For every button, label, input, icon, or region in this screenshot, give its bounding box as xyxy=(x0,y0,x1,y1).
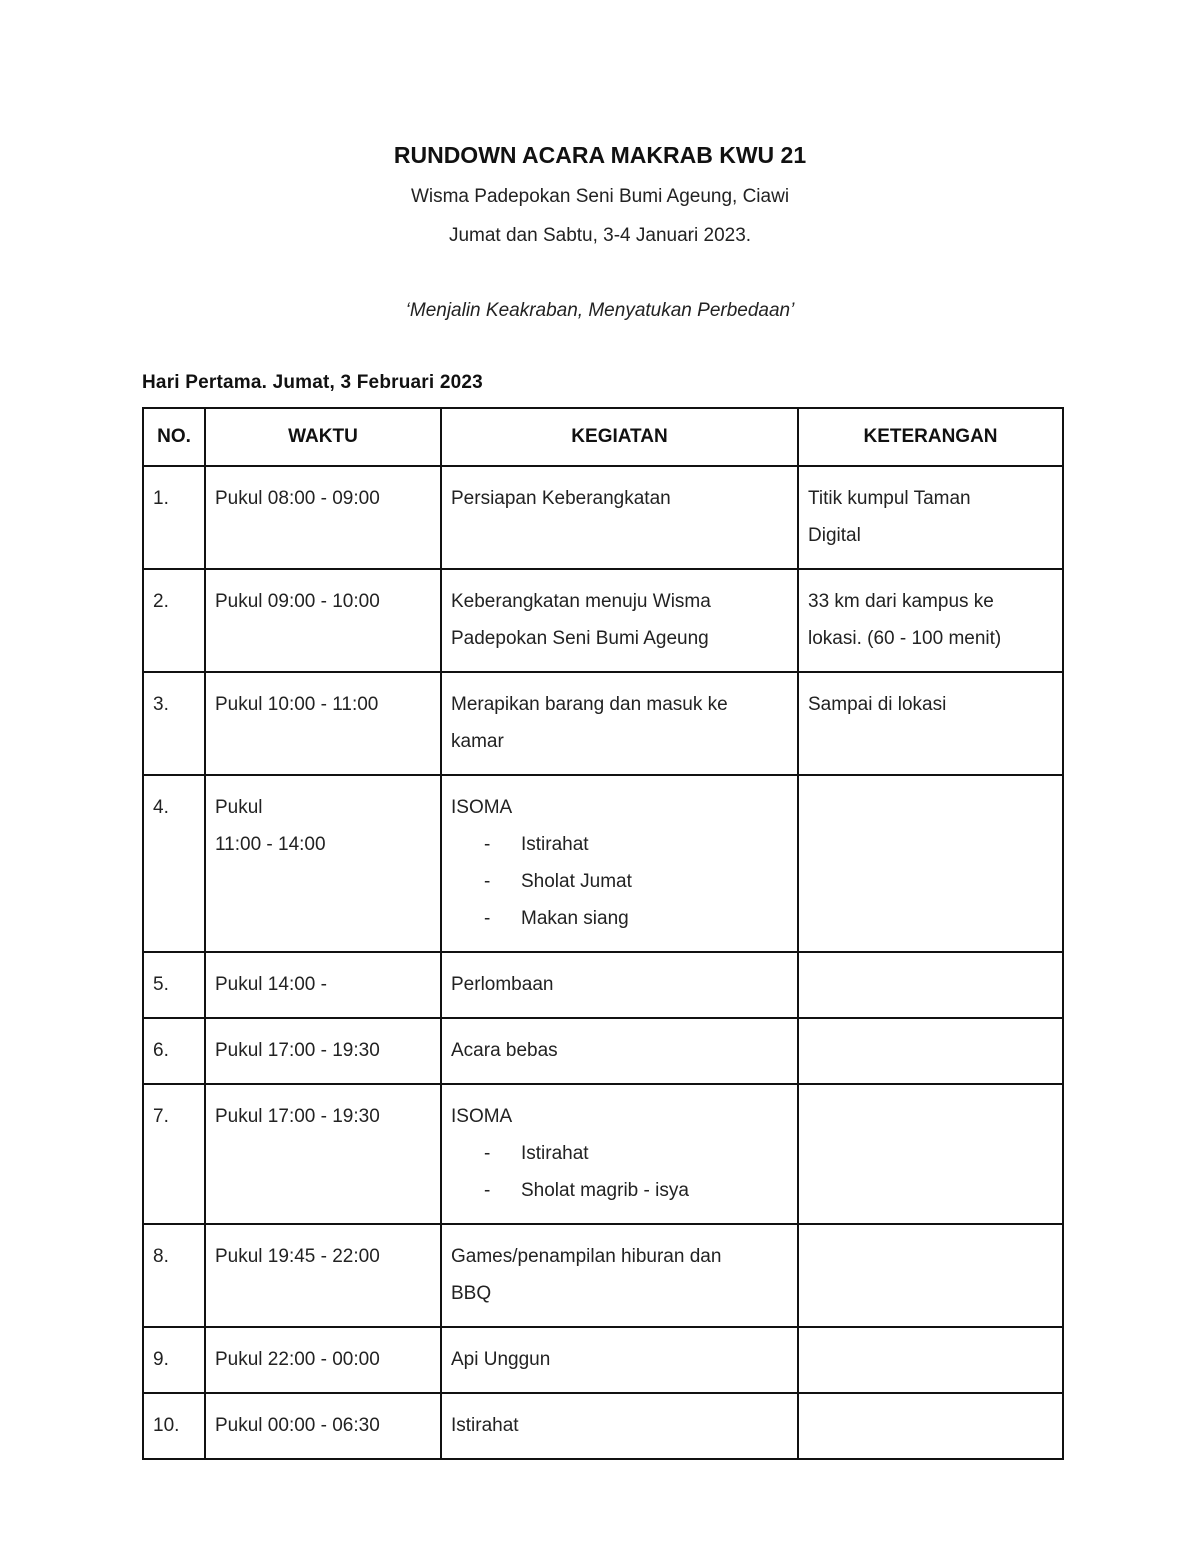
cell-kegiatan xyxy=(441,1224,798,1327)
cell-kegiatan-line: Padepokan Seni Bumi Ageung xyxy=(451,628,709,649)
header-keterangan: KETERANGAN xyxy=(798,408,1063,466)
cell-kegiatan-line: Istirahat xyxy=(451,1415,519,1436)
dash-bullet-icon: - xyxy=(484,1143,491,1164)
cell-kegiatan xyxy=(441,466,798,569)
activity-bullet-item xyxy=(451,1135,788,1172)
cell-kegiatan-line: ISOMA xyxy=(451,797,513,818)
activity-bullet-text: Istirahat xyxy=(521,1143,589,1164)
table-row xyxy=(143,952,1063,1018)
cell-no: 3. xyxy=(143,672,205,775)
cell-waktu xyxy=(205,1393,441,1459)
cell-kegiatan-line: BBQ xyxy=(451,1283,492,1304)
cell-kegiatan xyxy=(441,952,798,1018)
cell-kegiatan-line: Acara bebas xyxy=(451,1040,558,1061)
cell-no: 5. xyxy=(143,952,205,1018)
cell-waktu-line: Pukul 09:00 - 10:00 xyxy=(215,591,380,612)
header-no: NO. xyxy=(143,408,205,466)
header-waktu: WAKTU xyxy=(205,408,441,466)
event-date: Jumat dan Sabtu, 3-4 Januari 2023. xyxy=(448,225,752,246)
cell-keterangan xyxy=(798,569,1063,672)
cell-kegiatan-line: Merapikan barang dan masuk ke xyxy=(451,694,728,715)
cell-waktu xyxy=(205,1327,441,1393)
cell-no: 8. xyxy=(143,1224,205,1327)
activity-bullet-text: Sholat Jumat xyxy=(521,871,632,892)
table-row xyxy=(143,775,1063,952)
cell-waktu-line: Pukul 00:00 - 06:30 xyxy=(215,1415,380,1436)
table-row xyxy=(143,569,1063,672)
cell-waktu-line: Pukul 19:45 - 22:00 xyxy=(215,1246,380,1267)
event-motto: ‘Menjalin Keakraban, Menyatukan Perbedaan’ xyxy=(405,300,795,321)
cell-keterangan-line: lokasi. (60 - 100 menit) xyxy=(808,628,1002,649)
cell-kegiatan-line: Api Unggun xyxy=(451,1349,551,1370)
table-row xyxy=(143,1018,1063,1084)
cell-kegiatan-line: kamar xyxy=(451,731,504,752)
cell-keterangan xyxy=(798,1327,1063,1393)
table-row xyxy=(143,1327,1063,1393)
activity-bullet-item xyxy=(451,826,788,863)
cell-waktu-line: Pukul 17:00 - 19:30 xyxy=(215,1040,380,1061)
cell-waktu-line: Pukul 22:00 - 00:00 xyxy=(215,1349,380,1370)
cell-kegiatan-line: Persiapan Keberangkatan xyxy=(451,488,671,509)
cell-kegiatan-line: Perlombaan xyxy=(451,974,554,995)
cell-keterangan xyxy=(798,1393,1063,1459)
cell-kegiatan xyxy=(441,1084,798,1224)
cell-kegiatan xyxy=(441,672,798,775)
cell-keterangan-line: Sampai di lokasi xyxy=(808,694,947,715)
cell-waktu-line: Pukul 10:00 - 11:00 xyxy=(215,694,379,715)
cell-waktu-line: Pukul 17:00 - 19:30 xyxy=(215,1106,380,1127)
cell-waktu xyxy=(205,775,441,952)
activity-bullet-text: Sholat magrib - isya xyxy=(521,1180,689,1201)
cell-keterangan xyxy=(798,775,1063,952)
cell-no: 2. xyxy=(143,569,205,672)
cell-keterangan xyxy=(798,1224,1063,1327)
dash-bullet-icon: - xyxy=(484,834,491,855)
cell-waktu xyxy=(205,1084,441,1224)
cell-no: 6. xyxy=(143,1018,205,1084)
cell-no: 10. xyxy=(143,1393,205,1459)
cell-keterangan xyxy=(798,1018,1063,1084)
cell-kegiatan xyxy=(441,1393,798,1459)
cell-no: 7. xyxy=(143,1084,205,1224)
cell-kegiatan xyxy=(441,1018,798,1084)
cell-waktu xyxy=(205,672,441,775)
cell-keterangan xyxy=(798,1084,1063,1224)
cell-no: 1. xyxy=(143,466,205,569)
table-header-row xyxy=(143,408,1063,466)
cell-kegiatan xyxy=(441,569,798,672)
cell-keterangan xyxy=(798,466,1063,569)
cell-keterangan-line: 33 km dari kampus ke xyxy=(808,591,994,612)
activity-bullet-item xyxy=(451,863,788,900)
table-body xyxy=(143,466,1063,1459)
cell-no: 4. xyxy=(143,775,205,952)
cell-waktu-line: Pukul 08:00 - 09:00 xyxy=(215,488,380,509)
table-row xyxy=(143,672,1063,775)
activity-bullet-item xyxy=(451,1172,788,1209)
rundown-table xyxy=(142,407,1064,1460)
cell-kegiatan xyxy=(441,1327,798,1393)
cell-waktu xyxy=(205,466,441,569)
activity-bullet-text: Makan siang xyxy=(521,908,629,929)
event-location: Wisma Padepokan Seni Bumi Ageung, Ciawi xyxy=(410,186,790,207)
dash-bullet-icon: - xyxy=(484,1180,491,1201)
cell-waktu-line: 11:00 - 14:00 xyxy=(215,834,326,855)
cell-no: 9. xyxy=(143,1327,205,1393)
cell-keterangan-line: Titik kumpul Taman xyxy=(808,488,971,509)
dash-bullet-icon: - xyxy=(484,908,491,929)
cell-keterangan xyxy=(798,952,1063,1018)
cell-waktu xyxy=(205,952,441,1018)
cell-kegiatan xyxy=(441,775,798,952)
table-row xyxy=(143,1224,1063,1327)
cell-keterangan-line: Digital xyxy=(808,525,861,546)
cell-kegiatan-line: Keberangkatan menuju Wisma xyxy=(451,591,711,612)
cell-waktu-line: Pukul xyxy=(215,797,263,818)
cell-waktu-line: Pukul 14:00 - xyxy=(215,974,327,995)
activity-bullet-item xyxy=(451,900,788,937)
cell-keterangan xyxy=(798,672,1063,775)
document-title: RUNDOWN ACARA MAKRAB KWU 21 xyxy=(393,142,807,168)
cell-waktu xyxy=(205,569,441,672)
cell-kegiatan-line: ISOMA xyxy=(451,1106,513,1127)
activity-bullet-text: Istirahat xyxy=(521,834,589,855)
dash-bullet-icon: - xyxy=(484,871,491,892)
table-row xyxy=(143,1084,1063,1224)
day-heading: Hari Pertama. Jumat, 3 Februari 2023 xyxy=(142,372,483,393)
table-row xyxy=(143,1393,1063,1459)
cell-waktu xyxy=(205,1224,441,1327)
table-row xyxy=(143,466,1063,569)
cell-kegiatan-line: Games/penampilan hiburan dan xyxy=(451,1246,722,1267)
header-kegiatan: KEGIATAN xyxy=(441,408,798,466)
cell-waktu xyxy=(205,1018,441,1084)
